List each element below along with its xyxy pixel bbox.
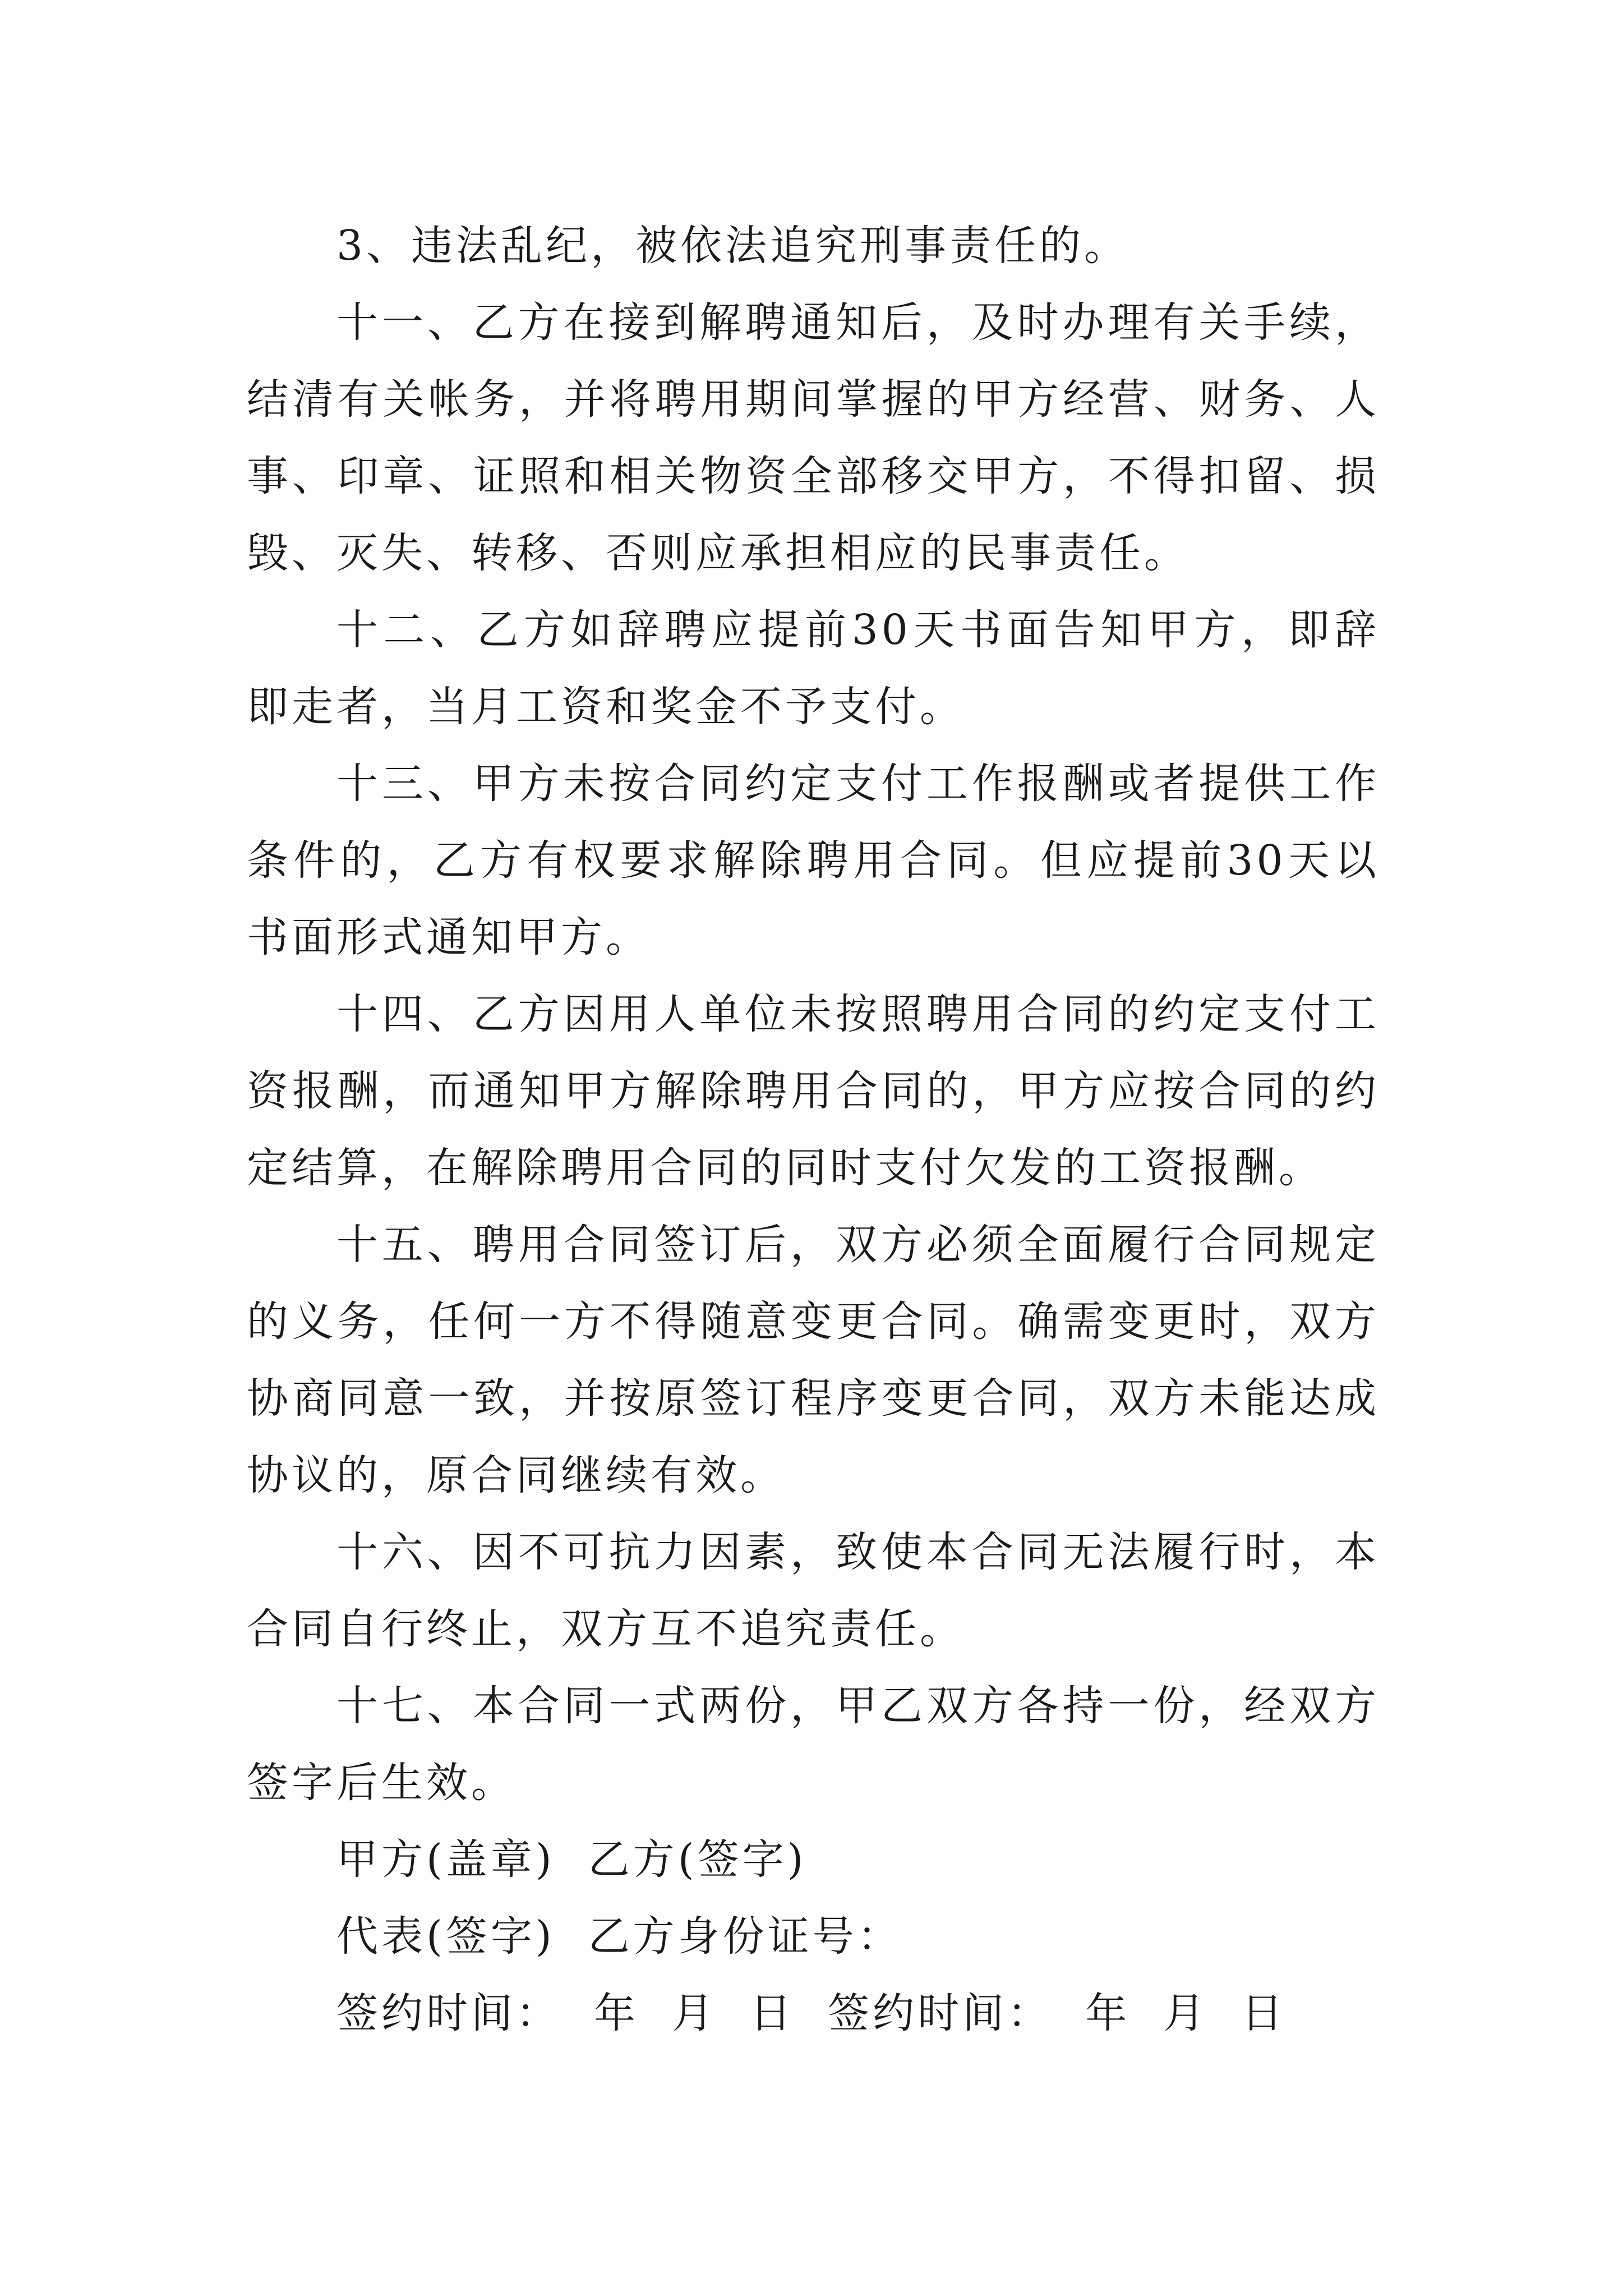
signature-date-line: 签约时间： 年 月 日 签约时间： 年 月 日 xyxy=(336,1989,1287,2037)
clause-11: 十一、乙方在接到解聘通知后，及时办理有关手续，结清有关帐务，并将聘用期间掌握的甲方经营、财务、人事、印章、证照和相关物资全部移交甲方，不得扣留、损毁、灭失、转移、否则应承担相应的民事责任。 xyxy=(247,298,1380,577)
signature-party-line: 甲方(盖章) 乙方(签字) xyxy=(336,1835,807,1884)
clause-15: 十五、聘用合同签订后，双方必须全面履行合同规定的义务，任何一方不得随意变更合同。确需变更时，双方协商同意一致，并按原签订程序变更合同，双方未能达成协议的，原合同继续有效。 xyxy=(247,1221,1380,1499)
clause-13: 十三、甲方未按合同约定支付工作报酬或者提供工作条件的，乙方有权要求解除聘用合同。但应提前30天以书面形式通知甲方。 xyxy=(247,760,1380,961)
clause-14: 十四、乙方因用人单位未按照聘用合同的约定支付工资报酬，而通知甲方解除聘用合同的，甲方应按合同的约定结算，在解除聘用合同的同时支付欠发的工资报酬。 xyxy=(247,990,1380,1192)
clause-3-item: 3、违法乱纪，被依法追究刑事责任的。 xyxy=(336,222,1129,270)
signature-representative-line: 代表(签字) 乙方身份证号： xyxy=(336,1912,902,1961)
clause-12: 十二、乙方如辞聘应提前30天书面告知甲方，即辞即走者，当月工资和奖金不予支付。 xyxy=(247,606,1380,731)
clause-17: 十七、本合同一式两份，甲乙双方各持一份，经双方签字后生效。 xyxy=(247,1682,1380,1807)
clause-16: 十六、因不可抗力因素，致使本合同无法履行时，本合同自行终止，双方互不追究责任。 xyxy=(247,1528,1380,1653)
document-body xyxy=(247,208,1380,2052)
